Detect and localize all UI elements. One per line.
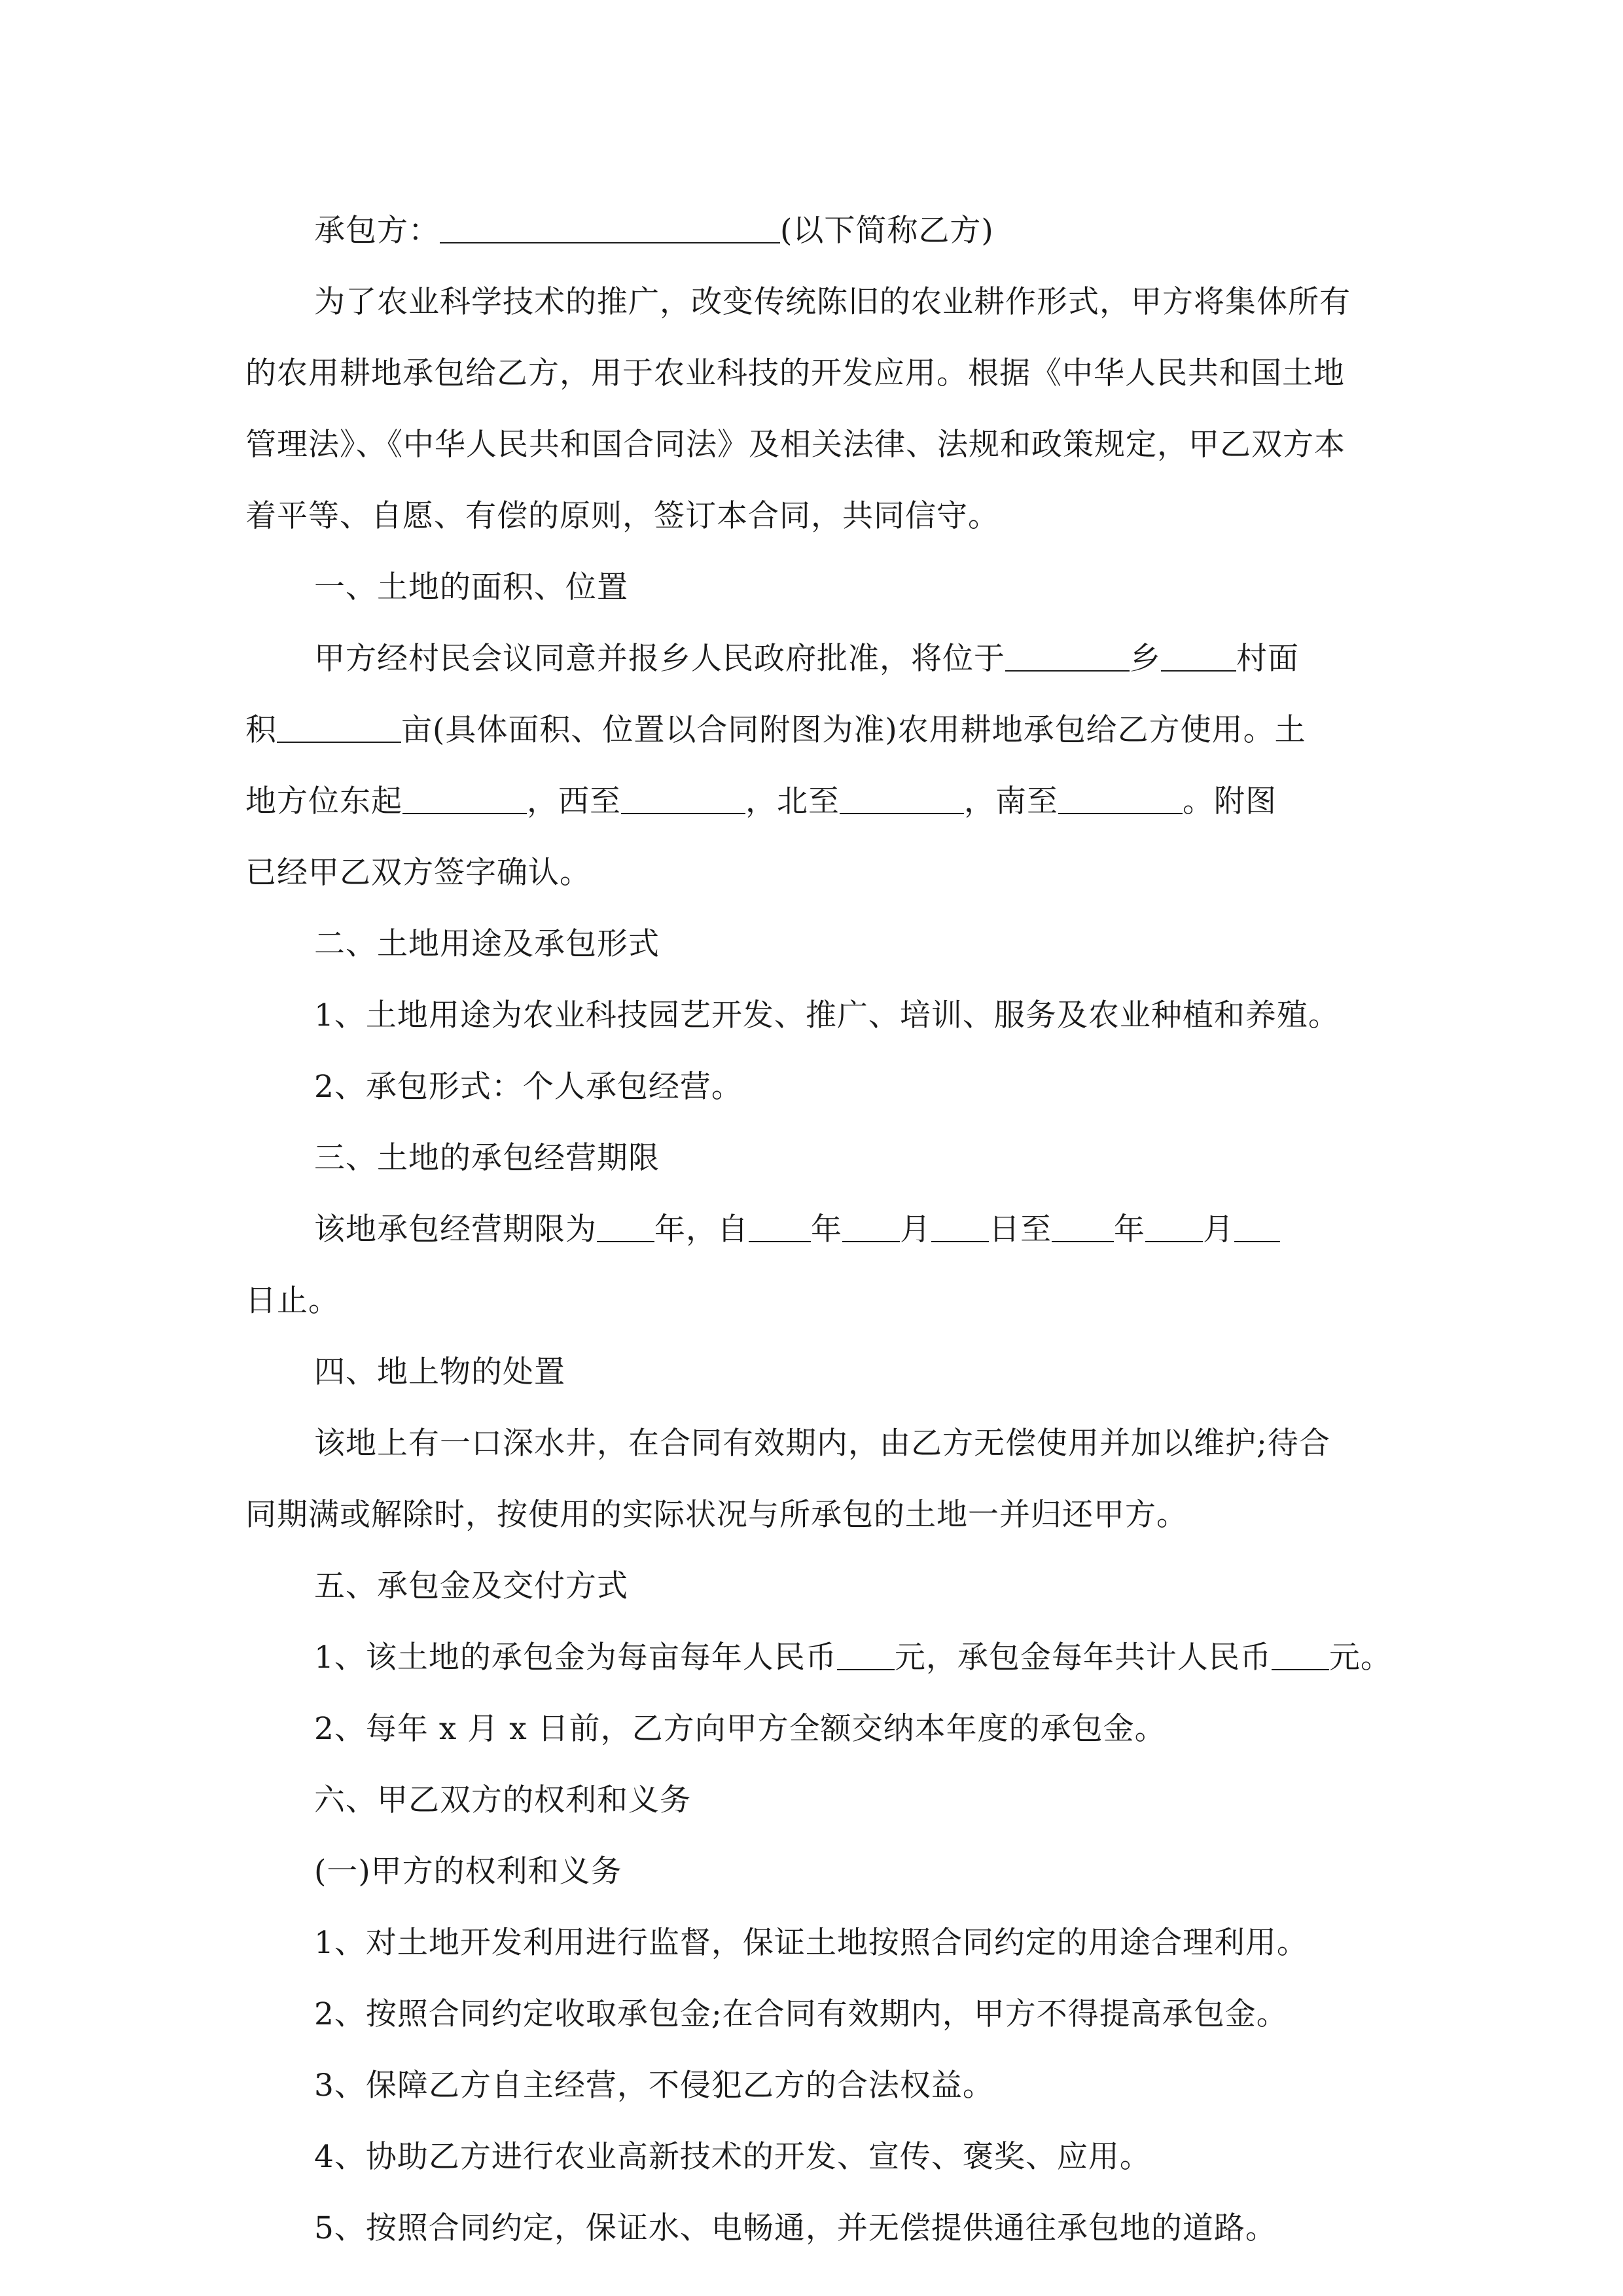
text-segment: 亩(具体面积、位置以合同附图为准)农用耕地承包给乙方使用。土 bbox=[401, 712, 1306, 748]
text-segment: 积 bbox=[245, 712, 277, 748]
preamble-line-2: 的农用耕地承包给乙方，用于农业科技的开发应用。根据《中华人民共和国土地 bbox=[245, 355, 1345, 391]
text-segment: 1、该土地的承包金为每亩每年人民币 bbox=[314, 1640, 837, 1676]
land-location-line-1 bbox=[245, 623, 1384, 694]
fee-total-blank bbox=[1272, 1643, 1329, 1670]
section-5-heading: 五、承包金及交付方式 bbox=[314, 1568, 628, 1604]
term-line-1 bbox=[245, 1194, 1384, 1265]
preamble-line-1: 为了农业科学技术的推广，改变传统陈旧的农业耕作形式，甲方将集体所有 bbox=[314, 284, 1351, 320]
text-segment: 地方位东起 bbox=[245, 783, 402, 819]
contractor-label: 承包方： bbox=[314, 213, 440, 249]
party-a-clause-4: 4、协助乙方进行农业高新技术的开发、宣传、褒奖、应用。 bbox=[314, 2139, 1151, 2175]
party-a-subheading: (一)甲方的权利和义务 bbox=[314, 1854, 622, 1890]
text-segment: ，南至 bbox=[964, 783, 1058, 819]
term-years-blank bbox=[597, 1215, 654, 1242]
text-segment: 年 bbox=[811, 1211, 842, 1247]
section-3-heading: 三、土地的承包经营期限 bbox=[314, 1140, 660, 1176]
west-boundary-blank bbox=[621, 787, 745, 814]
preamble-line-3: 管理法》、《中华人民共和国合同法》及相关法律、法规和政策规定，甲乙双方本 bbox=[245, 427, 1346, 463]
land-location-line-3 bbox=[245, 766, 1384, 837]
well-clause-line-2: 同期满或解除时，按使用的实际状况与所承包的土地一并归还甲方。 bbox=[245, 1497, 1188, 1533]
fee-clause bbox=[245, 1622, 1392, 1693]
party-a-clause-5: 5、按照合同约定，保证水、电畅通，并无偿提供通往承包地的道路。 bbox=[314, 2210, 1277, 2246]
north-boundary-blank bbox=[840, 787, 964, 814]
start-day-blank bbox=[931, 1215, 989, 1242]
section-4-heading: 四、地上物的处置 bbox=[314, 1354, 565, 1390]
contractor-line bbox=[245, 195, 1384, 266]
contract-page bbox=[245, 195, 1392, 2264]
section-1-heading: 一、土地的面积、位置 bbox=[314, 569, 628, 605]
party-a-clause-3: 3、保障乙方自主经营，不侵犯乙方的合法权益。 bbox=[314, 2068, 994, 2104]
land-location-line-2 bbox=[245, 694, 1384, 766]
payment-date-clause: 2、每年 x 月 x 日前，乙方向甲方全额交纳本年度的承包金。 bbox=[314, 1711, 1166, 1747]
text-segment: ，西至 bbox=[527, 783, 621, 819]
section-6-heading: 六、甲乙双方的权利和义务 bbox=[314, 1782, 691, 1818]
text-segment: 日至 bbox=[989, 1211, 1052, 1247]
end-year-blank bbox=[1052, 1215, 1114, 1242]
text-segment: 月 bbox=[1203, 1211, 1234, 1247]
text-segment: 村面 bbox=[1236, 641, 1299, 677]
text-segment: 元，承包金每年共计人民币 bbox=[894, 1640, 1272, 1676]
village-blank bbox=[1161, 644, 1236, 672]
fee-per-mu-blank bbox=[837, 1643, 895, 1670]
contract-form-clause: 2、承包形式：个人承包经营。 bbox=[314, 1069, 743, 1105]
text-segment: 年 bbox=[1114, 1211, 1145, 1247]
end-day-blank bbox=[1234, 1215, 1280, 1242]
text-segment: 该地承包经营期限为 bbox=[314, 1211, 597, 1247]
end-month-blank bbox=[1145, 1215, 1203, 1242]
land-use-clause: 1、土地用途为农业科技园艺开发、推广、培训、服务及农业种植和养殖。 bbox=[314, 997, 1340, 1033]
text-segment: 月 bbox=[900, 1211, 931, 1247]
area-blank bbox=[277, 715, 401, 743]
party-a-clause-1: 1、对土地开发利用进行监督，保证土地按照合同约定的用途合理利用。 bbox=[314, 1925, 1308, 1961]
land-location-line-4: 已经甲乙双方签字确认。 bbox=[245, 855, 591, 891]
text-segment: 甲方经村民会议同意并报乡人民政府批准，将位于 bbox=[314, 641, 1005, 677]
party-a-clause-2: 2、按照合同约定收取承包金;在合同有效期内，甲方不得提高承包金。 bbox=[314, 1996, 1288, 2032]
preamble-line-4: 着平等、自愿、有偿的原则，签订本合同，共同信守。 bbox=[245, 498, 999, 534]
start-month-blank bbox=[842, 1215, 900, 1242]
township-blank bbox=[1005, 644, 1130, 672]
east-boundary-blank bbox=[402, 787, 527, 814]
text-segment: 。附图 bbox=[1183, 783, 1277, 819]
section-2-heading: 二、土地用途及承包形式 bbox=[314, 926, 660, 962]
text-segment: ，北至 bbox=[745, 783, 840, 819]
contractor-blank bbox=[440, 216, 780, 243]
contractor-note: (以下简称乙方) bbox=[780, 213, 994, 249]
start-year-blank bbox=[749, 1215, 811, 1242]
term-line-2: 日止。 bbox=[245, 1283, 340, 1319]
south-boundary-blank bbox=[1058, 787, 1183, 814]
text-segment: 年，自 bbox=[654, 1211, 749, 1247]
well-clause-line-1: 该地上有一口深水井，在合同有效期内，由乙方无偿使用并加以维护;待合 bbox=[314, 1426, 1330, 1462]
text-segment: 乡 bbox=[1130, 641, 1161, 677]
text-segment: 元。 bbox=[1329, 1640, 1392, 1676]
